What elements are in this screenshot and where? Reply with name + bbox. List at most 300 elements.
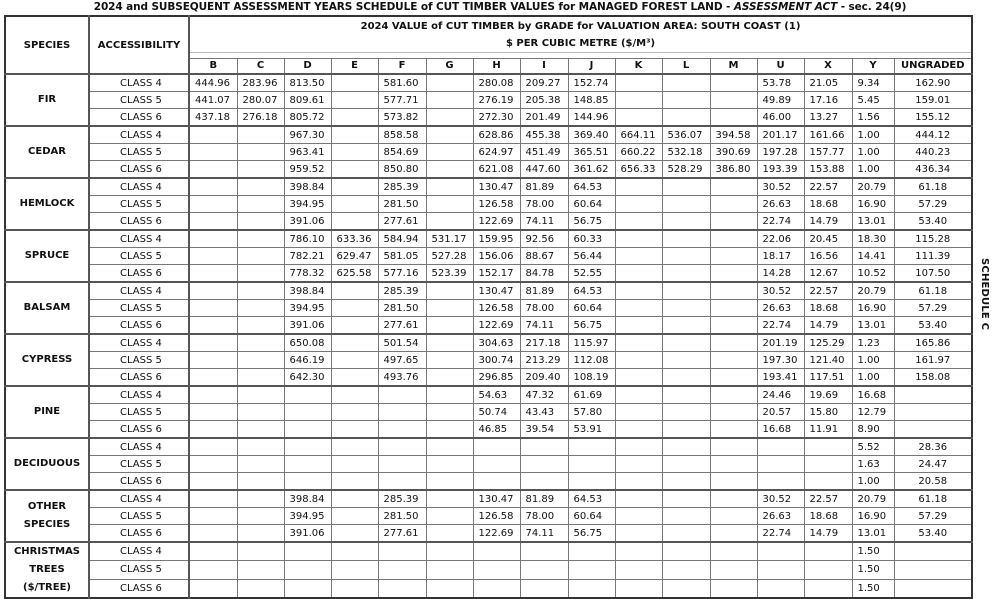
value-cell-h <box>473 473 520 491</box>
value-cell-y: 12.79 <box>852 404 894 421</box>
value-cell-i: 74.11 <box>520 525 568 543</box>
value-cell-h: 46.85 <box>473 421 520 439</box>
value-cell-c <box>237 300 284 317</box>
value-cell-j: 60.64 <box>568 508 615 525</box>
value-cell-h: 159.95 <box>473 230 520 248</box>
value-cell-y: 14.41 <box>852 248 894 265</box>
value-cell-m <box>710 317 757 335</box>
value-cell-i: 81.89 <box>520 282 568 300</box>
value-cell-u: 46.00 <box>757 109 804 127</box>
value-cell-k <box>615 561 662 579</box>
value-cell-e <box>331 456 378 473</box>
value-cell-x: 121.40 <box>804 352 852 369</box>
value-cell-g <box>426 144 473 161</box>
value-cell-j: 112.08 <box>568 352 615 369</box>
accessibility-cell: CLASS 4 <box>89 230 189 248</box>
value-cell-k <box>615 542 662 561</box>
value-cell-ungraded: 61.18 <box>894 282 972 300</box>
value-cell-c <box>237 282 284 300</box>
value-cell-y: 1.00 <box>852 126 894 144</box>
value-cell-g <box>426 109 473 127</box>
value-cell-g <box>426 178 473 196</box>
value-cell-e <box>331 196 378 213</box>
value-cell-m <box>710 542 757 561</box>
value-cell-i <box>520 473 568 491</box>
value-cell-h: 122.69 <box>473 213 520 231</box>
value-cell-x: 22.57 <box>804 490 852 508</box>
table-row <box>5 178 972 196</box>
value-cell-m <box>710 74 757 92</box>
value-cell-y: 20.79 <box>852 490 894 508</box>
value-cell-h: 130.47 <box>473 178 520 196</box>
value-cell-l <box>662 196 710 213</box>
value-cell-c <box>237 369 284 387</box>
value-cell-x <box>804 579 852 598</box>
value-cell-ungraded: 53.40 <box>894 317 972 335</box>
accessibility-cell: CLASS 6 <box>89 579 189 598</box>
value-cell-e <box>331 92 378 109</box>
accessibility-cell: CLASS 5 <box>89 144 189 161</box>
table-row <box>5 317 972 335</box>
value-cell-k <box>615 92 662 109</box>
value-cell-k <box>615 579 662 598</box>
value-cell-ungraded: 57.29 <box>894 196 972 213</box>
value-cell-l <box>662 334 710 352</box>
value-cell-m <box>710 490 757 508</box>
value-cell-k <box>615 213 662 231</box>
value-cell-ungraded: 61.18 <box>894 178 972 196</box>
value-cell-l <box>662 579 710 598</box>
table-row <box>5 144 972 161</box>
accessibility-cell: CLASS 4 <box>89 386 189 404</box>
value-cell-l <box>662 490 710 508</box>
value-cell-g <box>426 74 473 92</box>
value-cell-m <box>710 421 757 439</box>
value-cell-i: 74.11 <box>520 213 568 231</box>
value-cell-d: 391.06 <box>284 525 331 543</box>
value-cell-j: 148.85 <box>568 92 615 109</box>
accessibility-cell: CLASS 4 <box>89 74 189 92</box>
value-cell-m <box>710 178 757 196</box>
value-cell-e <box>331 300 378 317</box>
value-cell-k <box>615 265 662 283</box>
value-cell-f: 858.58 <box>378 126 426 144</box>
value-cell-h: 122.69 <box>473 317 520 335</box>
value-cell-u <box>757 438 804 456</box>
value-cell-y: 1.50 <box>852 579 894 598</box>
value-cell-k <box>615 248 662 265</box>
value-cell-x: 14.79 <box>804 525 852 543</box>
value-cell-f: 277.61 <box>378 213 426 231</box>
table-row <box>5 300 972 317</box>
value-cell-c: 280.07 <box>237 92 284 109</box>
grade-header-b: B <box>189 59 237 75</box>
value-cell-f <box>378 542 426 561</box>
grade-header-k: K <box>615 59 662 75</box>
value-cell-l <box>662 265 710 283</box>
value-cell-x: 18.68 <box>804 300 852 317</box>
value-cell-e: 629.47 <box>331 248 378 265</box>
value-cell-l <box>662 92 710 109</box>
value-cell-m <box>710 334 757 352</box>
value-cell-c <box>237 579 284 598</box>
value-cell-c <box>237 421 284 439</box>
value-cell-ungraded: 24.47 <box>894 456 972 473</box>
value-cell-f <box>378 421 426 439</box>
value-cell-d: 967.30 <box>284 126 331 144</box>
value-cell-ungraded: 162.90 <box>894 74 972 92</box>
value-cell-d: 809.61 <box>284 92 331 109</box>
value-cell-i: 92.56 <box>520 230 568 248</box>
value-cell-y: 1.50 <box>852 561 894 579</box>
value-cell-m <box>710 230 757 248</box>
species-cell: BALSAM <box>5 282 89 334</box>
value-cell-f: 581.60 <box>378 74 426 92</box>
value-cell-e <box>331 438 378 456</box>
value-cell-b: 441.07 <box>189 92 237 109</box>
value-cell-y: 5.45 <box>852 92 894 109</box>
value-cell-ungraded: 53.40 <box>894 213 972 231</box>
value-cell-k: 656.33 <box>615 161 662 179</box>
value-cell-y: 1.50 <box>852 542 894 561</box>
value-cell-x: 117.51 <box>804 369 852 387</box>
value-cell-d: 394.95 <box>284 196 331 213</box>
table-row <box>5 404 972 421</box>
value-cell-k <box>615 352 662 369</box>
value-cell-x <box>804 438 852 456</box>
value-cell-c <box>237 144 284 161</box>
value-cell-x: 18.68 <box>804 196 852 213</box>
value-cell-h: 272.30 <box>473 109 520 127</box>
value-cell-y: 13.01 <box>852 213 894 231</box>
table-row <box>5 265 972 283</box>
value-cell-e <box>331 386 378 404</box>
value-cell-l <box>662 421 710 439</box>
value-cell-c <box>237 386 284 404</box>
value-cell-x: 22.57 <box>804 282 852 300</box>
value-cell-g <box>426 490 473 508</box>
value-cell-l <box>662 248 710 265</box>
value-cell-e <box>331 74 378 92</box>
value-cell-c: 283.96 <box>237 74 284 92</box>
value-cell-ungraded: 57.29 <box>894 300 972 317</box>
value-cell-i: 84.78 <box>520 265 568 283</box>
table-row <box>5 92 972 109</box>
value-cell-u: 18.17 <box>757 248 804 265</box>
value-cell-c <box>237 525 284 543</box>
value-cell-g <box>426 561 473 579</box>
value-cell-g: 523.39 <box>426 265 473 283</box>
value-cell-u: 49.89 <box>757 92 804 109</box>
value-cell-e: 625.58 <box>331 265 378 283</box>
table-row <box>5 369 972 387</box>
value-cell-f: 281.50 <box>378 508 426 525</box>
value-cell-b <box>189 473 237 491</box>
value-cell-g <box>426 196 473 213</box>
table-row <box>5 334 972 352</box>
table-row <box>5 438 972 456</box>
value-cell-j <box>568 438 615 456</box>
species-cell: DECIDUOUS <box>5 438 89 490</box>
value-cell-h: 304.63 <box>473 334 520 352</box>
value-cell-l <box>662 404 710 421</box>
value-cell-d <box>284 542 331 561</box>
value-cell-j <box>568 579 615 598</box>
value-cell-u: 201.19 <box>757 334 804 352</box>
value-cell-ungraded: 115.28 <box>894 230 972 248</box>
table-row <box>5 248 972 265</box>
value-cell-k <box>615 456 662 473</box>
value-cell-m <box>710 248 757 265</box>
grade-header-l: L <box>662 59 710 75</box>
value-cell-ungraded: 111.39 <box>894 248 972 265</box>
value-cell-d <box>284 386 331 404</box>
value-cell-ungraded: 107.50 <box>894 265 972 283</box>
table-row <box>5 579 972 598</box>
title-section: - sec. 24(9) <box>837 1 907 13</box>
value-cell-e: 633.36 <box>331 230 378 248</box>
value-cell-y: 16.68 <box>852 386 894 404</box>
value-cell-i: 88.67 <box>520 248 568 265</box>
value-cell-j: 56.75 <box>568 317 615 335</box>
value-cell-k <box>615 421 662 439</box>
value-cell-b <box>189 456 237 473</box>
value-cell-e <box>331 161 378 179</box>
value-cell-m <box>710 300 757 317</box>
value-cell-ungraded: 155.12 <box>894 109 972 127</box>
value-cell-i: 39.54 <box>520 421 568 439</box>
value-cell-d <box>284 421 331 439</box>
value-cell-l <box>662 542 710 561</box>
value-cell-i <box>520 456 568 473</box>
species-cell: PINE <box>5 386 89 438</box>
value-cell-g <box>426 92 473 109</box>
value-cell-u: 30.52 <box>757 490 804 508</box>
value-cell-d <box>284 473 331 491</box>
value-cell-j: 369.40 <box>568 126 615 144</box>
value-cell-k <box>615 508 662 525</box>
accessibility-cell: CLASS 4 <box>89 282 189 300</box>
value-cell-f: 573.82 <box>378 109 426 127</box>
species-cell: OTHER SPECIES <box>5 490 89 542</box>
value-cell-c <box>237 352 284 369</box>
value-cell-y: 13.01 <box>852 317 894 335</box>
value-cell-x <box>804 542 852 561</box>
value-cell-u: 197.28 <box>757 144 804 161</box>
value-cell-c <box>237 542 284 561</box>
value-cell-m <box>710 404 757 421</box>
value-cell-b <box>189 579 237 598</box>
value-cell-i <box>520 561 568 579</box>
value-cell-j <box>568 473 615 491</box>
value-cell-e <box>331 178 378 196</box>
value-cell-y: 5.52 <box>852 438 894 456</box>
value-cell-f: 285.39 <box>378 178 426 196</box>
value-cell-d: 813.50 <box>284 74 331 92</box>
value-cell-b <box>189 352 237 369</box>
accessibility-cell: CLASS 4 <box>89 490 189 508</box>
value-cell-e <box>331 144 378 161</box>
value-cell-l <box>662 213 710 231</box>
value-cell-e <box>331 508 378 525</box>
value-cell-c <box>237 508 284 525</box>
value-cell-e <box>331 542 378 561</box>
value-cell-ungraded <box>894 404 972 421</box>
value-cell-j: 64.53 <box>568 282 615 300</box>
value-cell-b <box>189 421 237 439</box>
value-cell-u: 20.57 <box>757 404 804 421</box>
schedule-side-label: SCHEDULE C <box>979 258 990 331</box>
table-row <box>5 561 972 579</box>
value-cell-u: 30.52 <box>757 178 804 196</box>
table-row <box>5 230 972 248</box>
value-cell-j: 60.64 <box>568 196 615 213</box>
value-cell-k <box>615 317 662 335</box>
value-cell-y: 1.00 <box>852 161 894 179</box>
value-cell-u: 26.63 <box>757 196 804 213</box>
value-cell-x: 12.67 <box>804 265 852 283</box>
value-cell-k <box>615 334 662 352</box>
value-cell-u: 201.17 <box>757 126 804 144</box>
value-cell-e <box>331 126 378 144</box>
value-cell-u: 22.74 <box>757 213 804 231</box>
value-cell-x: 161.66 <box>804 126 852 144</box>
value-cell-y: 1.00 <box>852 473 894 491</box>
value-cell-k <box>615 300 662 317</box>
value-cell-y: 1.56 <box>852 109 894 127</box>
value-cell-g <box>426 473 473 491</box>
value-cell-ungraded: 436.34 <box>894 161 972 179</box>
value-cell-d: 963.41 <box>284 144 331 161</box>
value-cell-f: 501.54 <box>378 334 426 352</box>
table-row <box>5 473 972 491</box>
value-cell-l <box>662 300 710 317</box>
value-cell-x: 13.27 <box>804 109 852 127</box>
value-cell-b: 444.96 <box>189 74 237 92</box>
species-header: SPECIES <box>5 16 89 74</box>
value-cell-j: 361.62 <box>568 161 615 179</box>
value-cell-j: 152.74 <box>568 74 615 92</box>
value-cell-x: 19.69 <box>804 386 852 404</box>
value-cell-m <box>710 282 757 300</box>
accessibility-cell: CLASS 6 <box>89 317 189 335</box>
value-cell-e <box>331 404 378 421</box>
value-cell-y: 9.34 <box>852 74 894 92</box>
value-cell-i: 78.00 <box>520 300 568 317</box>
value-cell-i: 209.27 <box>520 74 568 92</box>
title-main: 2024 and SUBSEQUENT ASSESSMENT YEARS SCHEDULE of CUT TIMBER VALUES for MANAGED FOREST LAND - <box>93 1 734 13</box>
value-cell-i: 47.32 <box>520 386 568 404</box>
value-cell-d: 782.21 <box>284 248 331 265</box>
value-cell-ungraded: 159.01 <box>894 92 972 109</box>
accessibility-cell: CLASS 5 <box>89 508 189 525</box>
value-cell-h <box>473 579 520 598</box>
value-cell-u: 53.78 <box>757 74 804 92</box>
value-cell-u <box>757 456 804 473</box>
value-cell-g: 527.28 <box>426 248 473 265</box>
value-cell-k <box>615 109 662 127</box>
value-cell-j <box>568 542 615 561</box>
value-cell-f: 577.71 <box>378 92 426 109</box>
value-cell-m <box>710 213 757 231</box>
value-cell-d <box>284 456 331 473</box>
value-cell-k <box>615 178 662 196</box>
value-cell-i: 217.18 <box>520 334 568 352</box>
table-row <box>5 213 972 231</box>
value-cell-f: 281.50 <box>378 300 426 317</box>
value-cell-y: 1.00 <box>852 352 894 369</box>
table-row <box>5 161 972 179</box>
value-cell-g: 531.17 <box>426 230 473 248</box>
value-cell-j: 144.96 <box>568 109 615 127</box>
value-cell-h: 276.19 <box>473 92 520 109</box>
value-cell-g <box>426 542 473 561</box>
species-cell: CYPRESS <box>5 334 89 386</box>
value-cell-i <box>520 579 568 598</box>
grade-header-c: C <box>237 59 284 75</box>
value-cell-h: 50.74 <box>473 404 520 421</box>
value-cell-u: 26.63 <box>757 300 804 317</box>
value-cell-h: 152.17 <box>473 265 520 283</box>
value-cell-u: 26.63 <box>757 508 804 525</box>
table-row <box>5 109 972 127</box>
value-cell-l <box>662 109 710 127</box>
value-cell-j: 61.69 <box>568 386 615 404</box>
value-cell-c <box>237 438 284 456</box>
value-cell-i: 205.38 <box>520 92 568 109</box>
value-cell-u: 16.68 <box>757 421 804 439</box>
value-cell-b <box>189 230 237 248</box>
value-cell-x: 14.79 <box>804 317 852 335</box>
value-cell-e <box>331 579 378 598</box>
value-cell-j: 365.51 <box>568 144 615 161</box>
value-cell-l: 536.07 <box>662 126 710 144</box>
species-cell: HEMLOCK <box>5 178 89 230</box>
value-cell-g <box>426 282 473 300</box>
value-cell-e <box>331 473 378 491</box>
value-cell-g <box>426 334 473 352</box>
value-cell-ungraded: 158.08 <box>894 369 972 387</box>
value-cell-u: 193.39 <box>757 161 804 179</box>
accessibility-header: ACCESSIBILITY <box>89 16 189 74</box>
value-cell-b <box>189 386 237 404</box>
value-cell-i <box>520 542 568 561</box>
value-cell-f <box>378 456 426 473</box>
value-cell-g <box>426 352 473 369</box>
table-row <box>5 196 972 213</box>
value-cell-l <box>662 386 710 404</box>
value-cell-h <box>473 542 520 561</box>
value-cell-c <box>237 248 284 265</box>
value-cell-j: 60.33 <box>568 230 615 248</box>
species-cell: FIR <box>5 74 89 126</box>
value-cell-d: 391.06 <box>284 213 331 231</box>
value-cell-d: 394.95 <box>284 300 331 317</box>
grade-header-ungraded: UNGRADED <box>894 59 972 75</box>
value-cell-d: 650.08 <box>284 334 331 352</box>
value-cell-g <box>426 508 473 525</box>
value-cell-j: 56.75 <box>568 213 615 231</box>
value-cell-k <box>615 490 662 508</box>
value-cell-u: 22.74 <box>757 525 804 543</box>
value-cell-ungraded: 161.97 <box>894 352 972 369</box>
value-cell-k: 664.11 <box>615 126 662 144</box>
species-cell: CEDAR <box>5 126 89 178</box>
value-cell-b <box>189 248 237 265</box>
value-cell-m <box>710 352 757 369</box>
value-cell-l: 532.18 <box>662 144 710 161</box>
accessibility-cell: CLASS 4 <box>89 438 189 456</box>
